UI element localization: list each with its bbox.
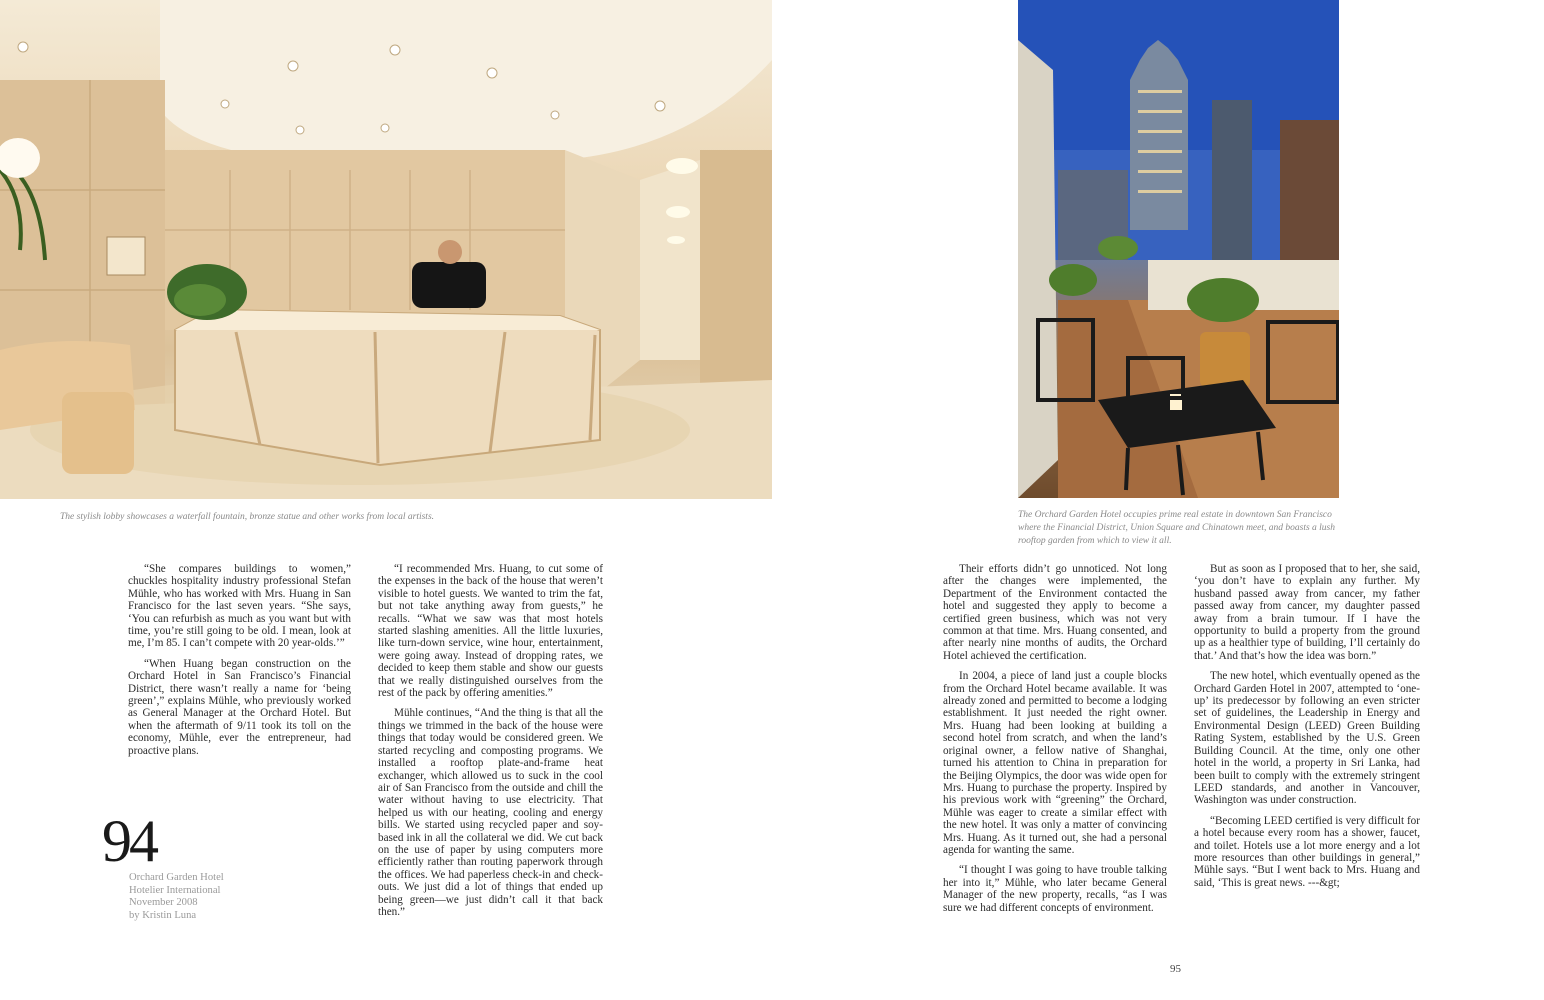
credit-line: by Kristin Luna [129, 909, 197, 921]
article-column-1 [128, 563, 351, 765]
paragraph: “I thought I was going to have trouble talking her into it,” Mühle, who later became General Manager of the new property, recalls, “as I was sure we had different concepts of environment. [943, 864, 1167, 914]
terrace-photo-caption: The Orchard Garden Hotel occupies prime real estate in downtown San Francisco where the Financial District, Union Square and Chinatown meet, and boasts a lush rooftop garden from which to view it all. [1018, 510, 1336, 546]
paragraph: The new hotel, which eventually opened as the Orchard Garden Hotel in 2007, attempted to ‘one-up’ its predecessor by following an even stricter set of guidelines, the Leadership in Energy and Environmental Design (LEED) Green Building Rating System, established by the U.S. Green Building Council. At the time, only one other hotel in the world, a property in Sri Lanka, had been built to comply with the extremely stringent LEED standards, and another in Vancouver, Washington was under construction. [1194, 670, 1421, 807]
article-column-3 [943, 563, 1167, 922]
rooftop-terrace-photo [1018, 0, 1339, 498]
credit-line: Orchard Garden Hotel [129, 872, 224, 883]
article-credits [129, 872, 224, 922]
left-page-number: 94 [102, 808, 156, 874]
rooftop-terrace-illustration [1018, 0, 1339, 498]
paragraph: In 2004, a piece of land just a couple blocks from the Orchard Hotel became available. It was already zoned and permitted to become a lodging establishment. It just needed the right owner. Mrs. Huang had been looking at building a second hotel from scratch, and when the land’s original owner, a fellow native of Shanghai, turned his attention to China in preparation for the Beijing Olympics, the door was wide open for Mrs. Huang to purchase the property. Inspired by his previous work with “greening” the Orchard, Mühle was eager to create a similar effect with the new hotel. It was only a matter of convincing Mrs. Huang. As it turned out, she had a personal agenda for wanting the same. [943, 670, 1167, 856]
credit-line: Hotelier International [129, 884, 221, 896]
paragraph: “When Huang began construction on the Orchard Hotel in San Francisco’s Financial District, there wasn’t really a name for ‘being green’,” explains Mühle, who previously worked as General Manager at the Orchard Hotel. But when the aftermath of 9/11 took its toll on the economy, Mühle, ever the entrepreneur, had proactive plans. [128, 657, 351, 757]
credit-line: November 2008 [129, 897, 198, 909]
lobby-photo-caption: The stylish lobby showcases a waterfall fountain, bronze statue and other works from local artists. [60, 512, 435, 522]
paragraph: But as soon as I proposed that to her, she said, ‘you don’t have to explain any further. My husband passed away from cancer, my father passed away from cancer, my daughter passed away from a brain tumour. If I have the opportunity to build a property from the ground up as a healthier type of building, I’ll certainly do that.’ And that’s how the idea was born.” [1194, 563, 1420, 662]
right-page-number: 95 [1170, 963, 1181, 975]
paragraph: Their efforts didn’t go unnoticed. Not long after the changes were implemented, the Department of the Environment contacted the hotel and suggested they apply to become a certified green business, which was not very common at that time. Mrs. Huang consented, and after nearly nine months of audits, the Orchard Hotel achieved the certification. [943, 563, 1167, 662]
article-column-2 [378, 563, 603, 926]
paragraph: “Becoming LEED certified is very difficult for a hotel because every room has a shower, faucet, and toilet. Hotels use a lot more energy and a lot more resources than other buildings in general,” Mühle says. “But I went back to Mrs. Huang and said, ‘This is great news. ---&gt; [1194, 814, 1420, 889]
paragraph: “She compares buildings to women,” chuckles hospitality industry professional Stefan Mühle, who has worked with Mrs. Huang in San Francisco for the last seven years. “She says, ‘You can refurbish as much as you want but with time, you’re still going to be old. I mean, look at me, I’m 85. I can’t compete with 20 year-olds.’” [128, 563, 351, 650]
paragraph: “I recommended Mrs. Huang, to cut some of the expenses in the back of the house that weren’t visible to hotel guests. We wanted to trim the fat, but not take anything away from guests,” he recalls. “What we saw was that most hotels started slashing amenities. All the little luxuries, like turn-down service, wine hour, entertainment, were going away. Instead of dropping rates, we decided to keep them stable and show our guests that we really distinguished ourselves from the rest of the pack by offering amenities.” [378, 563, 603, 700]
paragraph: Mühle continues, “And the thing is that all the things we trimmed in the back of the house were things that today would be considered green. We started recycling and composting programs. We installed a rooftop plate-and-frame heat exchanger, which allowed us to suck in the cool air of San Francisco from the outside and chill the water without having to use electricity. That helped us with our heating, cooling and energy bills. We started using recycled paper and soy-based ink in all the collateral we did. We cut back on the use of paper by using computers more efficiently rather than routing paperwork through the offices. We had paperless check-in and check-outs. We just did a lot of things that ended up being green—we just didn’t call it that back then.” [378, 707, 603, 918]
lobby-photo-illustration [0, 0, 772, 499]
article-column-4 [1194, 563, 1420, 897]
lobby-photo [0, 0, 772, 499]
